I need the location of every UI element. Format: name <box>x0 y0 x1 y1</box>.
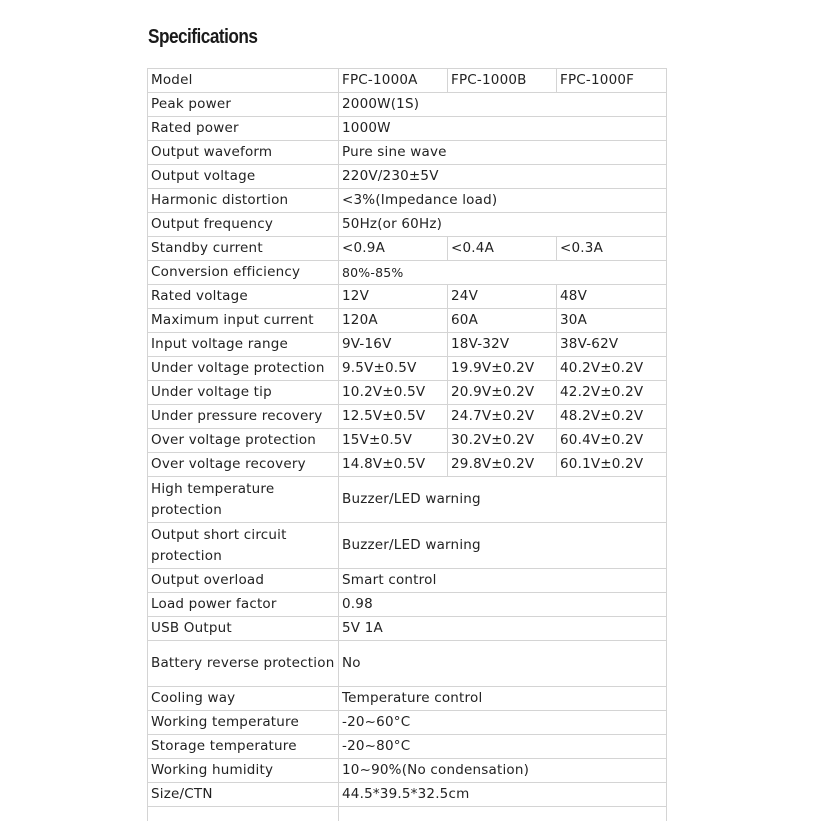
row-value: Temperature control <box>339 687 667 711</box>
row-label: Storage temperature <box>148 735 339 759</box>
row-value: 9V-16V <box>339 333 448 357</box>
row-value: 19.9V±0.2V <box>448 357 557 381</box>
row-value: FPC-1000A <box>339 69 448 93</box>
row-label: Battery reverse protection <box>148 641 339 687</box>
row-label: Output waveform <box>148 141 339 165</box>
row-label: Load power factor <box>148 593 339 617</box>
table-row-harmonic-distortion <box>148 189 667 213</box>
table-row-under-pressure-recovery <box>148 405 667 429</box>
row-value: 60A <box>448 309 557 333</box>
table-row-battery-reverse-protection <box>148 641 667 687</box>
row-value: 50Hz(or 60Hz) <box>339 213 667 237</box>
row-label: Rated power <box>148 117 339 141</box>
row-value: 15V±0.5V <box>339 429 448 453</box>
row-value: 30.2V±0.2V <box>448 429 557 453</box>
row-value: 12.5V±0.5V <box>339 405 448 429</box>
row-label: Working humidity <box>148 759 339 783</box>
row-value: 42.2V±0.2V <box>557 381 667 405</box>
row-label: Conversion efficiency <box>148 261 339 285</box>
row-value: 20.9V±0.2V <box>448 381 557 405</box>
table-row-conversion-efficiency <box>148 261 667 285</box>
row-label: Under pressure recovery <box>148 405 339 429</box>
row-value: <0.4A <box>448 237 557 261</box>
table-row-rated-power <box>148 117 667 141</box>
table-row-partial <box>148 807 667 821</box>
table-row-output-overload <box>148 569 667 593</box>
page-title: Specifications <box>148 26 257 49</box>
row-value: 40.2V±0.2V <box>557 357 667 381</box>
row-value: 24.7V±0.2V <box>448 405 557 429</box>
row-value: -20~80°C <box>339 735 667 759</box>
row-value: FPC-1000F <box>557 69 667 93</box>
table-row-model <box>148 69 667 93</box>
row-label: Rated voltage <box>148 285 339 309</box>
row-value: 24V <box>448 285 557 309</box>
row-value: <3%(Impedance load) <box>339 189 667 213</box>
row-label: Over voltage recovery <box>148 453 339 477</box>
table-row-under-voltage-tip <box>148 381 667 405</box>
row-value: <0.9A <box>339 237 448 261</box>
row-label: Model <box>148 69 339 93</box>
row-value: 14.8V±0.5V <box>339 453 448 477</box>
table-row-output-frequency <box>148 213 667 237</box>
table-row-over-voltage-recovery <box>148 453 667 477</box>
row-value: 60.4V±0.2V <box>557 429 667 453</box>
row-label: Working temperature <box>148 711 339 735</box>
row-value: FPC-1000B <box>448 69 557 93</box>
row-value: 38V-62V <box>557 333 667 357</box>
table-row-under-voltage-protection <box>148 357 667 381</box>
row-value: 48V <box>557 285 667 309</box>
row-label: Input voltage range <box>148 333 339 357</box>
row-value: 0.98 <box>339 593 667 617</box>
table-row-cooling-way <box>148 687 667 711</box>
row-value: 10.2V±0.5V <box>339 381 448 405</box>
row-label: Under voltage tip <box>148 381 339 405</box>
row-label: Under voltage protection <box>148 357 339 381</box>
row-value: 9.5V±0.5V <box>339 357 448 381</box>
row-value: Smart control <box>339 569 667 593</box>
table-row-load-power-factor <box>148 593 667 617</box>
row-label: Maximum input current <box>148 309 339 333</box>
row-label: Peak power <box>148 93 339 117</box>
table-row-over-voltage-protection <box>148 429 667 453</box>
row-label: Cooling way <box>148 687 339 711</box>
row-value: 10~90%(No condensation) <box>339 759 667 783</box>
table-row-size-ctn <box>148 783 667 807</box>
table-row-working-temperature <box>148 711 667 735</box>
table-row-input-voltage-range <box>148 333 667 357</box>
row-label: USB Output <box>148 617 339 641</box>
row-value: 18V-32V <box>448 333 557 357</box>
row-value: No <box>339 641 667 687</box>
row-label: Over voltage protection <box>148 429 339 453</box>
row-label: Output short circuit protection <box>148 523 339 569</box>
row-value: -20~60°C <box>339 711 667 735</box>
row-value: <0.3A <box>557 237 667 261</box>
row-label <box>148 807 339 821</box>
row-value: 44.5*39.5*32.5cm <box>339 783 667 807</box>
row-value: 60.1V±0.2V <box>557 453 667 477</box>
row-value: 220V/230±5V <box>339 165 667 189</box>
table-row-output-short-circuit-protection <box>148 523 667 569</box>
table-row-output-waveform <box>148 141 667 165</box>
row-value: 48.2V±0.2V <box>557 405 667 429</box>
row-label: Standby current <box>148 237 339 261</box>
table-row-storage-temperature <box>148 735 667 759</box>
row-value: 30A <box>557 309 667 333</box>
row-value: 120A <box>339 309 448 333</box>
table-row-standby-current <box>148 237 667 261</box>
table-row-rated-voltage <box>148 285 667 309</box>
row-value: 2000W(1S) <box>339 93 667 117</box>
table-row-working-humidity <box>148 759 667 783</box>
row-value: 12V <box>339 285 448 309</box>
row-value: 5V 1A <box>339 617 667 641</box>
row-label: High temperature protection <box>148 477 339 523</box>
table-row-high-temperature-protection <box>148 477 667 523</box>
row-label: Output frequency <box>148 213 339 237</box>
row-value: 29.8V±0.2V <box>448 453 557 477</box>
table-row-maximum-input-current <box>148 309 667 333</box>
row-value: Buzzer/LED warning <box>339 523 667 569</box>
row-value: 80%-85% <box>339 261 667 285</box>
row-label: Output overload <box>148 569 339 593</box>
row-label: Harmonic distortion <box>148 189 339 213</box>
row-value <box>339 807 667 821</box>
table-row-usb-output <box>148 617 667 641</box>
row-label: Size/CTN <box>148 783 339 807</box>
table-row-peak-power <box>148 93 667 117</box>
row-value: Buzzer/LED warning <box>339 477 667 523</box>
row-label: Output voltage <box>148 165 339 189</box>
row-value: Pure sine wave <box>339 141 667 165</box>
row-value: 1000W <box>339 117 667 141</box>
specifications-table <box>147 68 667 821</box>
table-row-output-voltage <box>148 165 667 189</box>
